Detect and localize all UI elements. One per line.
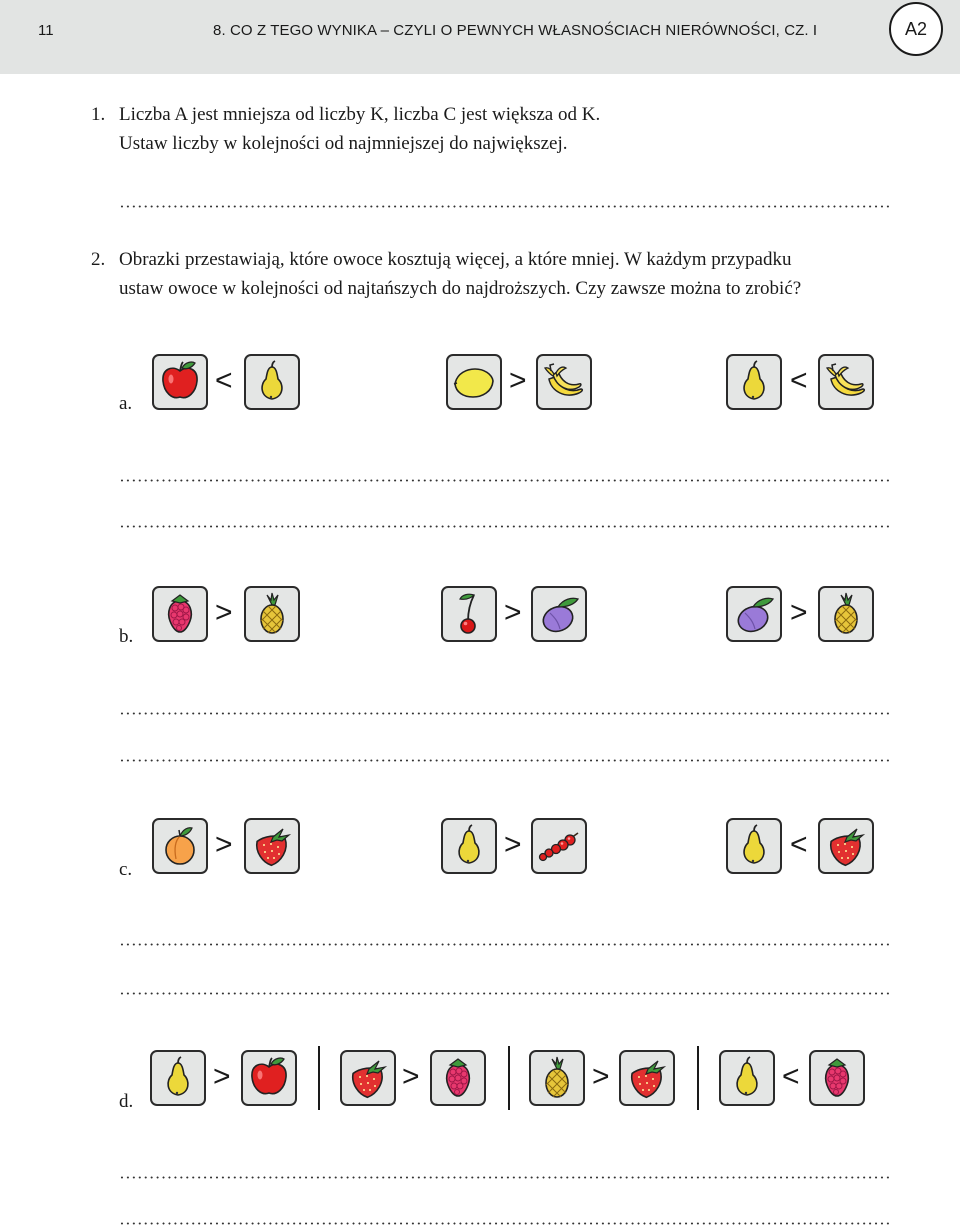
peach-icon [152, 818, 208, 874]
pineapple-icon [244, 586, 300, 642]
banana-icon [818, 354, 874, 410]
comparison-operator: < [790, 364, 808, 397]
comparison-operator: > [592, 1060, 610, 1093]
apple-icon [152, 354, 208, 410]
row-label: c. [119, 859, 133, 880]
pear-icon [244, 354, 300, 410]
pear-icon [719, 1050, 775, 1106]
strawberry-icon [818, 818, 874, 874]
row-label: b. [119, 626, 134, 647]
pear-icon [726, 818, 782, 874]
answer-line[interactable] [119, 712, 889, 715]
task-1-number: 1. [91, 104, 106, 125]
level-badge: A2 [889, 2, 943, 56]
cherry-icon [441, 586, 497, 642]
comparison-operator: > [213, 1060, 231, 1093]
answer-line[interactable] [119, 992, 889, 995]
apple-icon [241, 1050, 297, 1106]
comparison-operator: < [782, 1060, 800, 1093]
answer-line[interactable] [119, 759, 889, 762]
row-label: d. [119, 1091, 134, 1112]
chapter-title: 8. CO Z TEGO WYNIKA – CZYLI O PEWNYCH WŁASNOŚCIACH NIERÓWNOŚCI, CZ. I [213, 22, 818, 39]
page-header [0, 0, 960, 74]
task-1-line-1: Liczba A jest mniejsza od liczby K, liczba C jest większa od K. [119, 104, 601, 125]
comparison-operator: < [215, 364, 233, 397]
answer-line[interactable] [119, 525, 889, 528]
raspberry-icon [430, 1050, 486, 1106]
redcurrant-icon [531, 818, 587, 874]
page-number: 11 [38, 22, 54, 39]
plum-icon [726, 586, 782, 642]
comparison-operator: > [215, 596, 233, 629]
raspberry-icon [809, 1050, 865, 1106]
task-2-line-2: ustaw owoce w kolejności od najtańszych do najdroższych. Czy zawsze można to zrobić? [119, 278, 802, 299]
answer-line[interactable] [119, 205, 889, 208]
group-divider [508, 1046, 510, 1110]
group-divider [697, 1046, 699, 1110]
comparison-operator: > [504, 828, 522, 861]
lemon-icon [446, 354, 502, 410]
pear-icon [150, 1050, 206, 1106]
comparison-operator: > [215, 828, 233, 861]
pineapple-icon [818, 586, 874, 642]
banana-icon [536, 354, 592, 410]
comparison-operator: > [402, 1060, 420, 1093]
comparison-operator: > [790, 596, 808, 629]
strawberry-icon [244, 818, 300, 874]
row-label: a. [119, 393, 133, 414]
comparison-operator: < [790, 828, 808, 861]
plum-icon [531, 586, 587, 642]
pineapple-icon [529, 1050, 585, 1106]
pear-icon [441, 818, 497, 874]
task-2-number: 2. [91, 249, 106, 270]
answer-line[interactable] [119, 1222, 889, 1225]
comparison-operator: > [504, 596, 522, 629]
answer-line[interactable] [119, 943, 889, 946]
answer-line[interactable] [119, 479, 889, 482]
strawberry-icon [619, 1050, 675, 1106]
pear-icon [726, 354, 782, 410]
group-divider [318, 1046, 320, 1110]
answer-line[interactable] [119, 1176, 889, 1179]
raspberry-icon [152, 586, 208, 642]
comparison-operator: > [509, 364, 527, 397]
task-2-line-1: Obrazki przestawiają, które owoce kosztują więcej, a które mniej. W każdym przypadku [119, 249, 792, 270]
strawberry-icon [340, 1050, 396, 1106]
task-1-line-2: Ustaw liczby w kolejności od najmniejszej do największej. [119, 133, 568, 154]
